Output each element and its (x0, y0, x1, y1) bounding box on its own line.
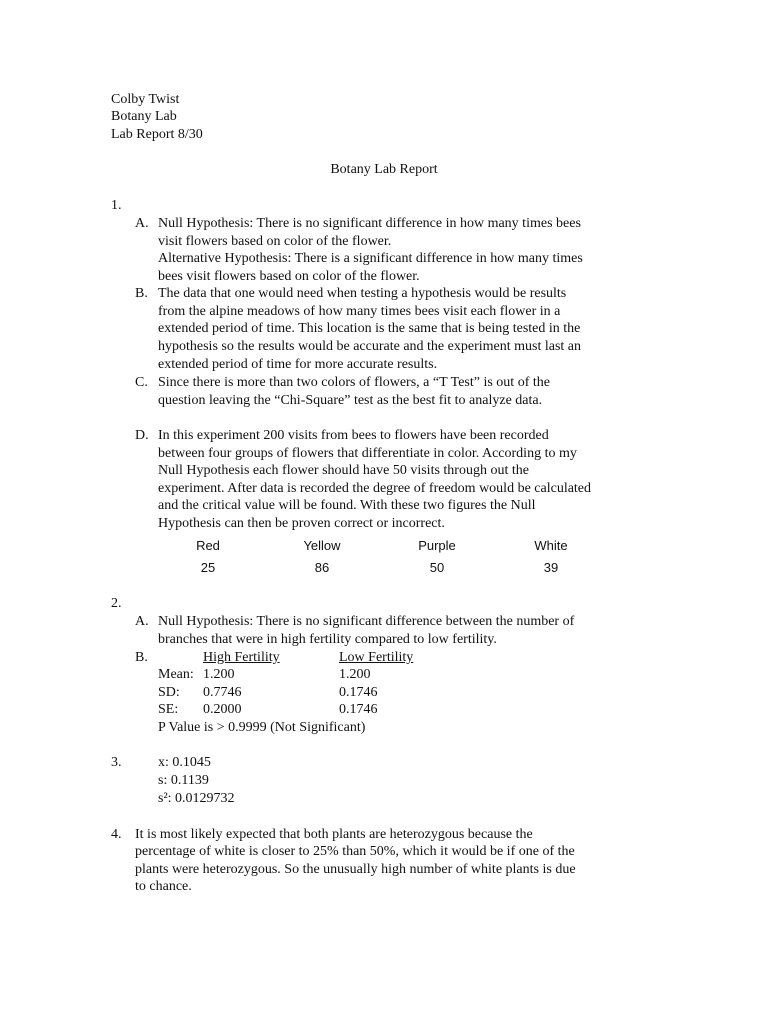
table-value-purple: 50 (429, 560, 445, 575)
q1-c-line: Since there is more than two colors of flowers, a “T Test” is out of the (158, 375, 550, 390)
q3-std: s: 0.1139 (158, 773, 209, 788)
high-fertility-header: High Fertility (203, 650, 280, 665)
q3-number: 3. (111, 755, 122, 770)
stat-high-mean: 1.200 (203, 667, 235, 682)
q2-b-letter: B. (135, 650, 148, 665)
stat-label-se: SE: (158, 702, 179, 717)
q1-a-letter: A. (135, 216, 149, 231)
q1-d-line: Null Hypothesis each flower should have 50 visits through out the (158, 463, 529, 478)
author-name: Colby Twist (111, 92, 180, 107)
table-value-yellow: 86 (314, 560, 330, 575)
stat-high-sd: 0.7746 (203, 685, 242, 700)
q1-c-letter: C. (135, 375, 148, 390)
q1-b-line: hypothesis so the results would be accurate and the experiment must last an (158, 339, 582, 354)
low-fertility-header: Low Fertility (339, 650, 414, 665)
stat-low-se: 0.1746 (339, 702, 378, 717)
q1-d-line: and the critical value will be found. With these two figures the Null (158, 498, 536, 513)
q2-number: 2. (111, 596, 122, 611)
p-value: P Value is > 0.9999 (Not Significant) (158, 720, 366, 735)
q1-c-line: question leaving the “Chi-Square” test as the best fit to analyze data. (158, 393, 543, 408)
q1-number: 1. (111, 198, 122, 213)
q4-line: It is most likely expected that both plants are heterozygous because the (135, 827, 533, 842)
q1-a-line: Null Hypothesis: There is no significant difference in how many times bees (158, 216, 581, 231)
stat-high-se: 0.2000 (203, 702, 242, 717)
stat-label-mean: Mean: (158, 667, 194, 682)
q4-number: 4. (111, 827, 122, 842)
q1-d-line: Hypothesis can then be proven correct or incorrect. (158, 516, 445, 531)
report-date: Lab Report 8/30 (111, 127, 203, 142)
q1-d-line: between four groups of flowers that differentiate in color. According to my (158, 446, 577, 461)
stat-low-mean: 1.200 (339, 667, 371, 682)
q1-b-line: extended period of time. This location is the same that is being tested in the (158, 321, 581, 336)
q4-line: plants were heterozygous. So the unusually high number of white plants is due (135, 862, 576, 877)
course-name: Botany Lab (111, 109, 177, 124)
stat-label-sd: SD: (158, 685, 180, 700)
q1-d-line: In this experiment 200 visits from bees to flowers have been recorded (158, 428, 549, 443)
table-value-white: 39 (543, 560, 559, 575)
q4-line: to chance. (135, 879, 192, 894)
stat-low-sd: 0.1746 (339, 685, 378, 700)
q2-a-line: Null Hypothesis: There is no significant difference between the number of (158, 614, 575, 629)
q1-a-line: Alternative Hypothesis: There is a significant difference in how many times (158, 251, 583, 266)
q1-d-line: experiment. After data is recorded the degree of freedom would be calculated (158, 481, 592, 496)
q3-variance: s²: 0.0129732 (158, 791, 235, 806)
table-header-purple: Purple (418, 538, 456, 553)
q3-mean: x: 0.1045 (158, 755, 211, 770)
q1-a-line: visit flowers based on color of the flower. (158, 234, 392, 249)
q4-line: percentage of white is closer to 25% than 50%, which it would be if one of the (135, 844, 575, 859)
q1-d-letter: D. (135, 428, 149, 443)
table-header-yellow: Yellow (303, 538, 341, 553)
q2-a-line: branches that were in high fertility compared to low fertility. (158, 632, 497, 647)
q1-a-line: bees visit flowers based on color of the flower. (158, 269, 420, 284)
page-title: Botany Lab Report (330, 162, 438, 177)
q2-a-letter: A. (135, 614, 149, 629)
q1-b-letter: B. (135, 286, 148, 301)
table-header-red: Red (196, 538, 220, 553)
table-header-white: White (534, 538, 568, 553)
q1-b-line: from the alpine meadows of how many times bees visit each flower in a (158, 304, 561, 319)
table-value-red: 25 (200, 560, 216, 575)
q1-b-line: The data that one would need when testing a hypothesis would be results (158, 286, 567, 301)
q1-b-line: extended period of time for more accurate results. (158, 357, 438, 372)
